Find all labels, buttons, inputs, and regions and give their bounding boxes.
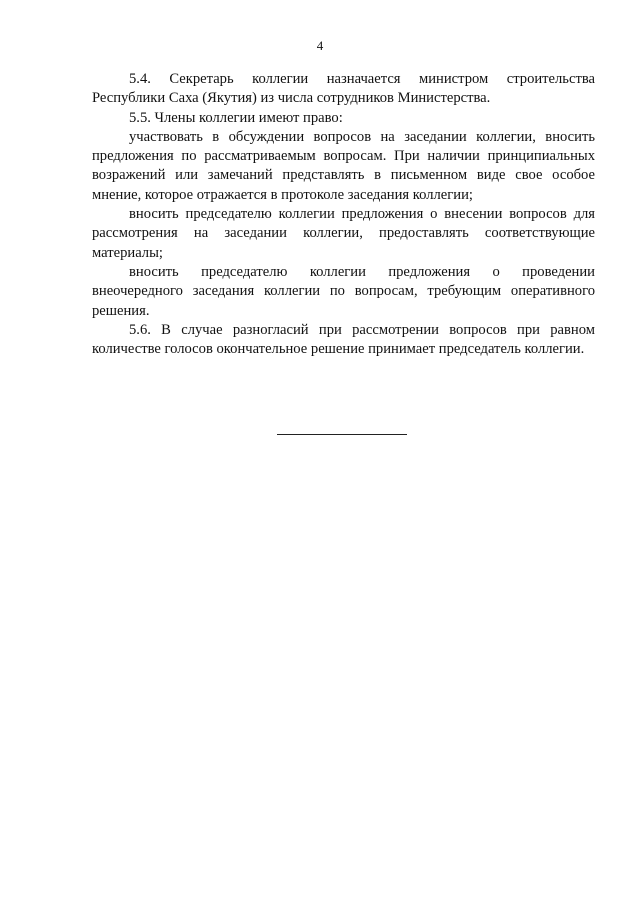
paragraph-5-5: 5.5. Члены коллегии имеют право:	[129, 109, 343, 126]
page-number: 4	[316, 38, 324, 53]
paragraph-right-extraordinary-meeting: вносить председателю коллегии предложения о проведении внеочередного заседания коллегии по вопросам, требующим оперативного решения.	[92, 263, 595, 319]
document-body	[92, 70, 595, 359]
end-of-text-divider	[277, 434, 407, 435]
paragraph-5-6: 5.6. В случае разногласий при рассмотрении вопросов при равном количестве голосов окончательное решение принимает председатель коллегии.	[92, 321, 595, 358]
paragraph-right-participate: участвовать в обсуждении вопросов на заседании коллегии, вносить предложения по рассматриваемым вопросам. При наличии принципиальных возражений или замечаний представлять в письменном виде свое особое мнение, которое отражается в протоколе заседания коллегии;	[92, 128, 595, 203]
paragraph-right-submit-questions: вносить председателю коллегии предложения о внесении вопросов для рассмотрения на заседании коллегии, предоставлять соответствующие материалы;	[92, 206, 595, 261]
paragraph-5-4: 5.4. Секретарь коллегии назначается министром строительства Республики Саха (Якутия) из числа сотрудников Министерства.	[92, 71, 595, 107]
